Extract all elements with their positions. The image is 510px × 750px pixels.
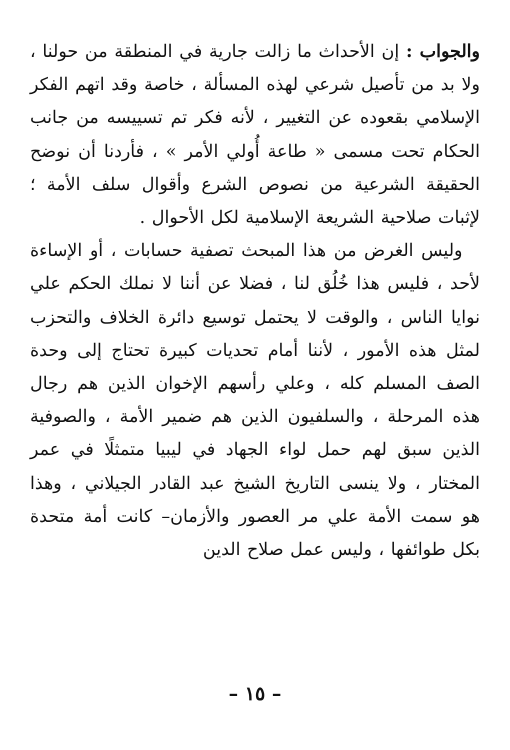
paragraph-2 bbox=[30, 235, 480, 567]
paragraph-1-text: إن الأحداث ما زالت جارية في المنطقة من حولنا ، ولا بد من تأصيل شرعي لهذه المسألة ، خاصة وقد اتهم الفكر الإسلامي بقعوده عن التغيير ، لأنه فكر تم تسييسه من جانب الحكام تحت مسمى « طاعة أُولي الأمر » ، فأردنا أن نوضح الحقيقة الشرعية من نصوص الشرع وأقوال سلف الأمة ؛ لإثبات صلاحية الشريعة الإسلامية لكل الأحوال . bbox=[30, 42, 480, 229]
body-text bbox=[30, 36, 480, 567]
paragraph-2-text: وليس الغرض من هذا المبحث تصفية حسابات ، أو الإساءة لأحد ، فليس هذا خُلُق لنا ، فضلا عن أننا لا نملك الحكم علي نوايا الناس ، والوقت لا يحتمل توسيع دائرة الخلاف والتحزب لمثل هذه الأمور ، لأننا أمام تحديات كبيرة تحتاج إلى وحدة الصف المسلم كله ، وعلي رأسهم الإخوان الذين هم رجال هذه المرحلة ، والسلفيون الذين هم ضمير الأمة ، والصوفية الذين سبق لهم حمل لواء الجهاد في ليبيا متمثلًا في عمر المختار ، ولا ينسى التاريخ الشيخ عبد القادر الجيلاني ، وهذا هو سمت الأمة علي مر العصور والأزمان– كانت أمة متحدة بكل طوائفها ، وليس عمل صلاح الدين bbox=[30, 241, 480, 561]
paragraph-1 bbox=[30, 36, 480, 235]
page-number: – ١٥ – bbox=[228, 683, 282, 705]
answer-lead: والجواب : bbox=[405, 42, 480, 62]
